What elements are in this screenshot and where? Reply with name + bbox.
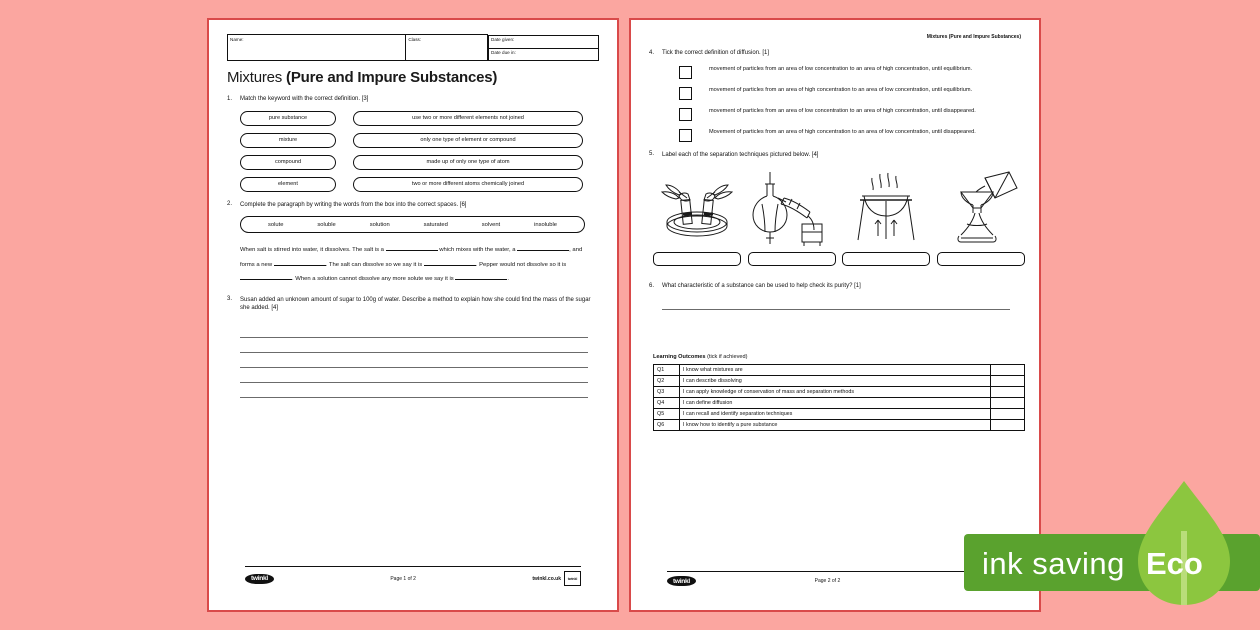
outcome-code: Q5 xyxy=(654,409,680,420)
cloze-text: . Pepper would not dissolve so it is xyxy=(475,261,567,268)
word-bank-item[interactable]: solvent xyxy=(481,221,501,228)
twinkl-logo: twinkl xyxy=(245,574,274,584)
table-row xyxy=(654,387,1025,398)
table-row xyxy=(654,409,1025,420)
question-1 xyxy=(227,95,599,104)
page-2-header: Mixtures (Pure and Impure Substances) xyxy=(926,34,1021,40)
question-4-text: Tick the correct definition of diffusion. [1] xyxy=(662,50,770,56)
student-meta-table xyxy=(227,34,599,61)
question-4 xyxy=(649,49,1021,58)
learning-outcomes-section xyxy=(649,354,1021,431)
option-label: movement of particles from an area of high concentration to an area of low concentration, until equilibrium. xyxy=(709,86,973,93)
definition-pill[interactable]: two or more different atoms chemically joined xyxy=(353,177,583,192)
question-3-text: Susan added an unknown amount of sugar to 100g of water. Describe a method to explain how she could find the mass of the sugar she added. [4] xyxy=(240,296,591,312)
twinkl-stamp-icon xyxy=(564,571,581,586)
cloze-text: , and forms a new xyxy=(240,247,583,268)
outcome-code: Q2 xyxy=(654,376,680,387)
separation-label-boxes xyxy=(653,252,1025,266)
page-2-footer xyxy=(667,571,1003,586)
checkbox[interactable] xyxy=(679,129,692,142)
outcome-code: Q6 xyxy=(654,420,680,431)
outcome-code: Q4 xyxy=(654,398,680,409)
diffusion-options xyxy=(649,65,1021,142)
answer-line[interactable] xyxy=(240,338,588,353)
outcome-text: I know what mixtures are xyxy=(680,365,991,376)
keyword-pill[interactable]: mixture xyxy=(240,133,336,148)
label-box[interactable] xyxy=(937,252,1025,266)
outcome-text: I can describe dissolving xyxy=(680,376,991,387)
outcome-tick[interactable] xyxy=(991,376,1025,387)
question-2-text: Complete the paragraph by writing the words from the box into the correct spaces. [6] xyxy=(240,201,467,208)
cloze-blank[interactable] xyxy=(517,245,569,251)
match-row xyxy=(227,133,599,148)
keyword-pill[interactable]: compound xyxy=(240,155,336,170)
answer-line[interactable] xyxy=(662,300,1010,310)
title-bold: (Pure and Impure Substances) xyxy=(286,69,498,86)
page-number: Page 2 of 2 xyxy=(814,578,841,584)
word-bank xyxy=(240,216,585,233)
eco-badge-word: Eco xyxy=(1146,546,1203,581)
definition-pill[interactable]: use two or more different elements not joined xyxy=(353,111,583,126)
learning-outcomes-table xyxy=(653,364,1025,431)
option-label: movement of particles from an area of low concentration to an area of high concentration, until equilibrium. xyxy=(709,65,973,72)
worksheet-page-2 xyxy=(629,18,1041,612)
question-2-number: 2. xyxy=(227,201,233,208)
keyword-pill[interactable]: pure substance xyxy=(240,111,336,126)
eco-badge-text: ink saving xyxy=(982,546,1125,581)
cloze-text: which mixes with the water, a xyxy=(437,247,518,254)
word-bank-item[interactable]: saturated xyxy=(423,221,448,228)
leaf-icon xyxy=(1128,477,1240,609)
option-row xyxy=(679,107,1021,121)
option-label: Movement of particles from an area of high concentration to an area of low concentration, until disappeared. xyxy=(709,128,976,135)
question-5-number: 5. xyxy=(649,151,655,158)
answer-line[interactable] xyxy=(240,323,588,338)
class-field[interactable]: Class: xyxy=(406,35,488,61)
word-bank-item[interactable]: solute xyxy=(267,221,284,228)
apparatus-diagrams xyxy=(653,168,1025,246)
match-row xyxy=(227,111,599,126)
twinkl-url[interactable]: twinkl.co.uk xyxy=(532,575,561,582)
outcome-code: Q1 xyxy=(654,365,680,376)
option-row xyxy=(679,86,1021,100)
label-box[interactable] xyxy=(748,252,836,266)
label-box[interactable] xyxy=(653,252,741,266)
match-row xyxy=(227,155,599,170)
page-title xyxy=(227,69,599,86)
chromatography-icon xyxy=(653,168,741,246)
definition-pill[interactable]: made up of only one type of atom xyxy=(353,155,583,170)
cloze-text: . When a solution cannot dissolve any more solute we say it is xyxy=(292,276,456,283)
checkbox[interactable] xyxy=(679,108,692,121)
date-due-field[interactable]: Date due in: xyxy=(488,48,599,61)
outcome-text: I know how to identify a pure substance xyxy=(680,420,991,431)
option-label: movement of particles from an area of low concentration to an area of high concentration, until disappeared. xyxy=(709,107,976,114)
filtration-icon xyxy=(937,168,1025,246)
definition-pill[interactable]: only one type of element or compound xyxy=(353,133,583,148)
outcome-tick[interactable] xyxy=(991,409,1025,420)
twinkl-logo: twinkl xyxy=(667,576,696,586)
cloze-paragraph xyxy=(240,243,588,286)
date-given-field[interactable]: Date given: xyxy=(488,35,599,48)
answer-lines xyxy=(240,323,588,398)
checkbox[interactable] xyxy=(679,66,692,79)
question-3-number: 3. xyxy=(227,296,233,303)
cloze-blank[interactable] xyxy=(274,260,326,266)
answer-line[interactable] xyxy=(240,368,588,383)
checkbox[interactable] xyxy=(679,87,692,100)
option-row xyxy=(679,128,1021,142)
title-regular: Mixtures xyxy=(227,69,287,86)
outcome-text: I can define diffusion xyxy=(680,398,991,409)
distillation-icon xyxy=(748,168,836,246)
worksheet-page-1 xyxy=(207,18,619,612)
cloze-blank[interactable] xyxy=(424,260,476,266)
question-1-number: 1. xyxy=(227,95,233,102)
cloze-blank[interactable] xyxy=(240,274,292,280)
question-6-number: 6. xyxy=(649,282,655,289)
cloze-text: . xyxy=(507,276,510,283)
option-row xyxy=(679,65,1021,79)
word-bank-item[interactable]: soluble xyxy=(317,221,336,228)
outcome-tick[interactable] xyxy=(991,420,1025,431)
outcome-tick[interactable] xyxy=(991,365,1025,376)
table-row xyxy=(654,398,1025,409)
cloze-text: When salt is stirred into water, it dissolves. The salt is a xyxy=(240,247,386,254)
learning-outcomes-title xyxy=(653,354,1021,360)
question-6 xyxy=(649,282,1021,291)
outcome-text: I can apply knowledge of conservation of mass and separation methods xyxy=(680,387,991,398)
question-3 xyxy=(227,296,599,313)
question-5 xyxy=(649,151,1021,160)
question-6-text: What characteristic of a substance can be used to help check its purity? [1] xyxy=(662,283,861,290)
outcome-text: I can recall and identify separation techniques xyxy=(680,409,991,420)
answer-line[interactable] xyxy=(240,383,588,398)
outcome-tick[interactable] xyxy=(991,398,1025,409)
outcome-code: Q3 xyxy=(654,387,680,398)
name-field[interactable]: Name: xyxy=(228,35,406,61)
word-bank-item[interactable]: insoluble xyxy=(534,221,557,228)
cloze-blank[interactable] xyxy=(386,245,438,251)
answer-line[interactable] xyxy=(240,353,588,368)
cloze-text: . The salt can dissolve so we say it is xyxy=(325,261,424,268)
table-row xyxy=(654,420,1025,431)
date-fields xyxy=(488,35,599,61)
word-bank-item[interactable]: solution xyxy=(369,221,390,228)
cloze-blank[interactable] xyxy=(455,274,510,283)
footer-brand xyxy=(532,571,581,586)
learning-outcomes-title-bold: Learning Outcomes xyxy=(653,354,706,361)
page-1-footer xyxy=(245,566,581,586)
table-row xyxy=(654,365,1025,376)
question-4-number: 4. xyxy=(649,49,655,56)
question-1-text: Match the keyword with the correct definition. [3] xyxy=(240,96,369,102)
question-2 xyxy=(227,201,599,210)
match-row xyxy=(227,177,599,192)
keyword-pill[interactable]: element xyxy=(240,177,336,192)
learning-outcomes-title-note: (tick if achieved) xyxy=(705,354,748,361)
label-box[interactable] xyxy=(842,252,930,266)
stamp-label: twinkl xyxy=(567,576,578,581)
match-exercise xyxy=(227,111,599,192)
question-5-text: Label each of the separation techniques pictured below. [4] xyxy=(662,151,819,158)
evaporation-icon xyxy=(842,168,930,246)
table-row xyxy=(654,376,1025,387)
page-number: Page 1 of 2 xyxy=(390,575,416,582)
outcome-tick[interactable] xyxy=(991,387,1025,398)
